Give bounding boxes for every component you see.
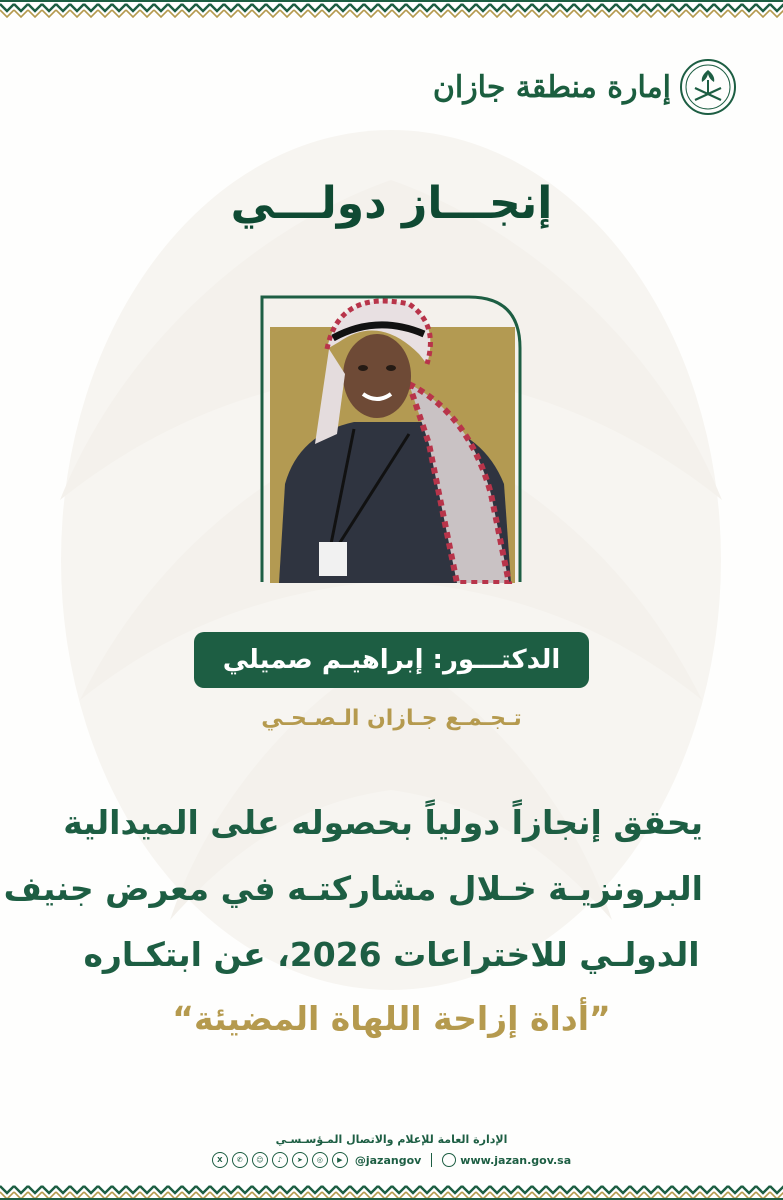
bottom-ornamental-border [0, 1182, 783, 1200]
footer-divider [431, 1153, 432, 1167]
invention-title: ”أداة إزاحة اللهاة المضيئة“ [172, 999, 611, 1038]
brand-name: إمارة منطقة جازان [432, 69, 671, 105]
footer [0, 1133, 783, 1168]
social-handle-link[interactable]: @jazangov [354, 1153, 422, 1167]
whatsapp-icon[interactable]: ✆ [232, 1152, 248, 1168]
description-line: الدولـي للاختراعات 2026، عن ابتكـاره [83, 935, 700, 974]
header-logo [433, 58, 737, 116]
tiktok-icon[interactable]: ♪ [272, 1152, 288, 1168]
description-line: يحقق إنجازاً دولياً بحصوله على الميدالية [63, 803, 703, 842]
snapchat-icon[interactable]: ☺ [252, 1152, 268, 1168]
globe-icon [442, 1153, 456, 1167]
x-icon[interactable]: X [212, 1152, 228, 1168]
page-title: إنجـــاز دولـــي [230, 178, 553, 229]
instagram-icon[interactable]: ◎ [312, 1152, 328, 1168]
footer-contact-row [0, 1152, 783, 1168]
organization-name: تـجـمـع جـازان الـصـحـي [261, 706, 522, 731]
saudi-emblem-icon [679, 58, 737, 116]
telegram-icon[interactable]: ➤ [292, 1152, 308, 1168]
website-link[interactable]: www.jazan.gov.sa [460, 1153, 572, 1167]
portrait-photo [259, 294, 523, 584]
achievement-description [3, 790, 703, 1050]
youtube-icon[interactable]: ▶ [332, 1152, 348, 1168]
description-line: البرونزيـة خـلال مشاركتـه في معرض جنيف [3, 869, 703, 908]
portrait-frame [259, 294, 523, 584]
person-name: الدكتـــور: إبراهيـم صميلي [222, 645, 561, 675]
name-badge [194, 632, 589, 688]
department-name: الإدارة العامة للإعلام والاتصال المـؤسـسـي [275, 1133, 508, 1146]
